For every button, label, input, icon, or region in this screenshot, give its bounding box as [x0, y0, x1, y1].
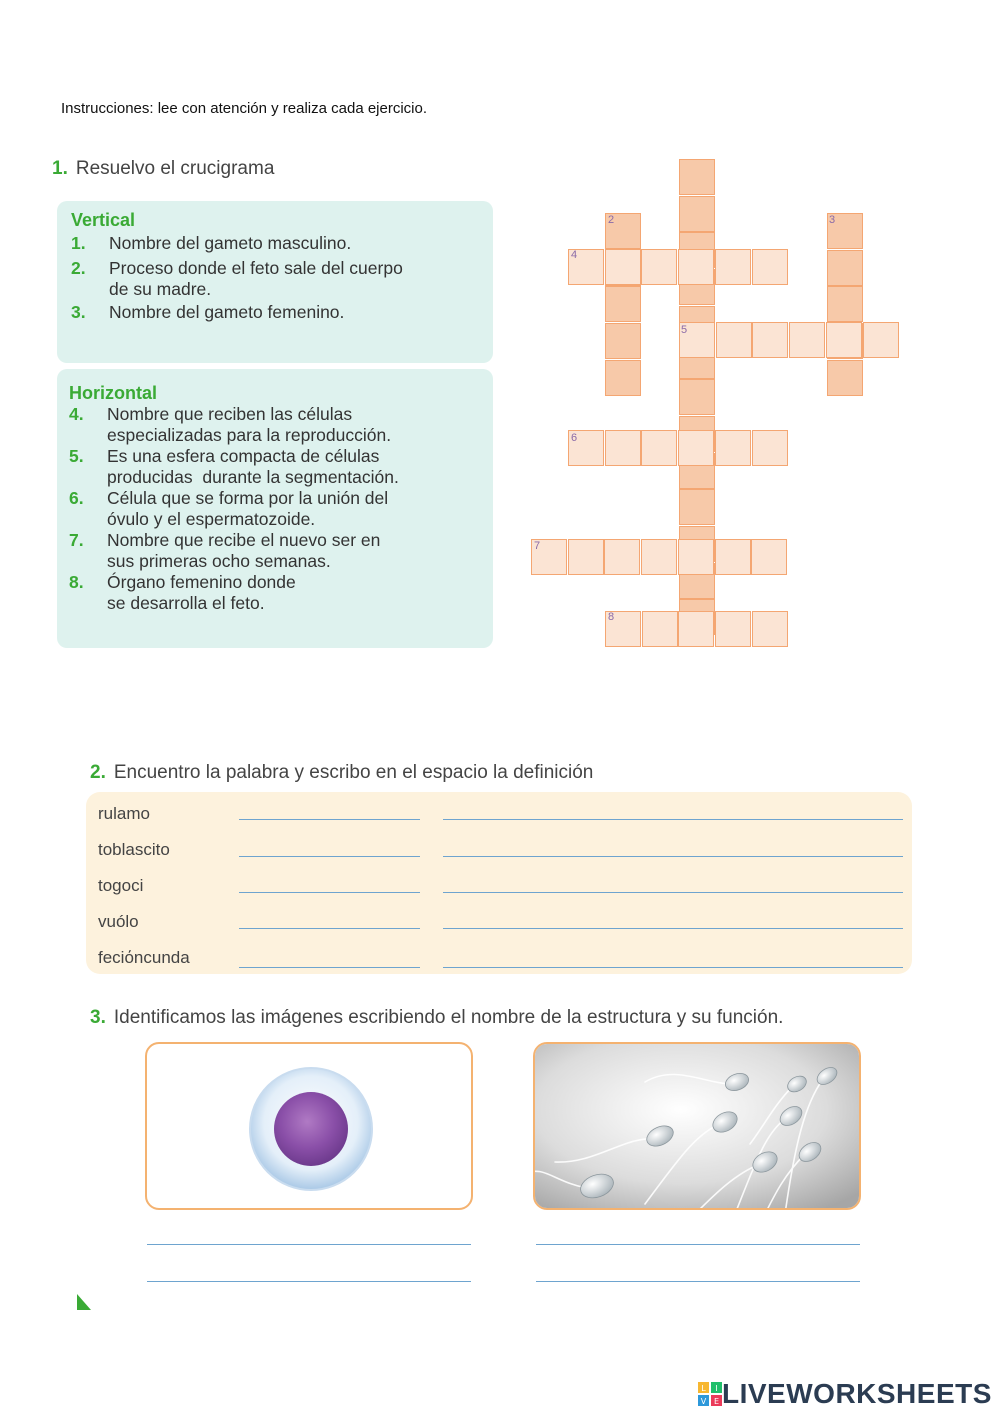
- crossword-cell-v3[interactable]: [827, 286, 863, 322]
- answer-word-line-1[interactable]: [239, 819, 420, 820]
- grid-number-6: 6: [571, 432, 578, 444]
- grid-number-5: 5: [681, 324, 688, 336]
- crossword-cell-h8[interactable]: [752, 611, 788, 647]
- vertical-heading: Vertical: [71, 210, 136, 230]
- crossword-cell-h6[interactable]: [715, 430, 751, 466]
- liveworksheets-logo: [698, 1378, 992, 1410]
- horizontal-heading: Horizontal: [69, 383, 157, 403]
- clue-text: Es una esfera compacta de células producidas durante la segmentación.: [107, 446, 399, 487]
- word-definition-box: [86, 792, 912, 974]
- ovum-image-frame: [145, 1042, 473, 1210]
- section-1-title-text: Resuelvo el crucigrama: [75, 158, 275, 179]
- scrambled-word-3: togoci: [98, 876, 144, 895]
- clue-text: Nombre que reciben las células especializadas para la reproducción.: [107, 404, 392, 445]
- clue-number: 5.: [69, 446, 84, 466]
- clue-text: Proceso donde el feto sale del cuerpo de su madre.: [109, 258, 403, 299]
- scrambled-word-5: feciόncunda: [98, 948, 190, 967]
- crossword-cell-h6[interactable]: [678, 430, 714, 466]
- crossword-cell-h7[interactable]: [568, 539, 604, 575]
- liveworksheets-badge-icon: [698, 1382, 722, 1406]
- grid-number-7: 7: [534, 540, 541, 552]
- grid-number-4: 4: [571, 249, 578, 261]
- crossword-cell-h7[interactable]: [751, 539, 787, 575]
- crossword-cell-h5[interactable]: [789, 322, 825, 358]
- clue-text: Nombre del gameto masculino.: [109, 233, 352, 253]
- crossword-cell-h5[interactable]: [716, 322, 752, 358]
- crossword-cell-h7[interactable]: [678, 539, 714, 575]
- crossword-cell-v1[interactable]: [679, 489, 715, 525]
- answer-word-line-2[interactable]: [239, 856, 420, 857]
- badge-letter: L: [701, 1384, 706, 1393]
- crossword-grid: [0, 0, 1000, 700]
- definition-line-2[interactable]: [443, 856, 903, 857]
- section-1-number: 1.: [52, 158, 68, 179]
- crossword-cell-h6[interactable]: [752, 430, 788, 466]
- clue-number: 6.: [69, 488, 84, 508]
- ovum-answer-line-1[interactable]: [147, 1244, 471, 1245]
- crossword-cell-h4[interactable]: [678, 249, 714, 285]
- ovum-answer-line-2[interactable]: [147, 1281, 471, 1282]
- section-3-number: 3.: [90, 1007, 106, 1028]
- sperm-cells-icon: [535, 1044, 859, 1208]
- clue-number: 3.: [71, 302, 86, 322]
- scrambled-word-4: vuólo: [98, 912, 139, 931]
- clue-text: Célula que se forma por la unión del óvulo y el espermatozoide.: [107, 488, 389, 529]
- crossword-cell-v1[interactable]: [679, 379, 715, 415]
- crossword-cell-h8[interactable]: [642, 611, 678, 647]
- crossword-cell-v3[interactable]: [827, 360, 863, 396]
- ovum-cell-icon: [147, 1044, 471, 1208]
- badge-letter: V: [700, 1397, 707, 1406]
- clue-number: 1.: [71, 233, 86, 253]
- clue-number: 8.: [69, 572, 84, 592]
- crossword-cell-h8[interactable]: [678, 611, 714, 647]
- sperm-answer-line-2[interactable]: [536, 1281, 860, 1282]
- grid-number-8: 8: [608, 611, 615, 623]
- scrambled-word-1: rulamo: [98, 804, 150, 823]
- crossword-cell-h4[interactable]: [752, 249, 788, 285]
- definition-line-5[interactable]: [443, 967, 903, 968]
- crossword-cell-h6[interactable]: [605, 430, 641, 466]
- clue-text: Órgano femenino donde se desarrolla el feto.: [107, 572, 296, 613]
- crossword-cell-h5[interactable]: [863, 322, 899, 358]
- crossword-cell-h8[interactable]: [715, 611, 751, 647]
- section-2-number: 2.: [90, 762, 106, 783]
- clue-number: 2.: [71, 258, 86, 278]
- badge-letter: I: [715, 1384, 718, 1393]
- clue-text: Nombre que recibe el nuevo ser en sus primeras ocho semanas.: [107, 530, 381, 571]
- crossword-cell-h7[interactable]: [604, 539, 640, 575]
- answer-word-line-3[interactable]: [239, 892, 420, 893]
- crossword-cell-h4[interactable]: [715, 249, 751, 285]
- sperm-image-frame: [533, 1042, 861, 1210]
- badge-letter: E: [713, 1397, 720, 1406]
- crossword-cell-h7[interactable]: [715, 539, 751, 575]
- instructions-text: Instrucciones: lee con atención y realiza cada ejercicio.: [61, 100, 428, 117]
- grid-number-2: 2: [608, 214, 615, 226]
- crossword-cell-h4[interactable]: [605, 249, 641, 285]
- definition-line-1[interactable]: [443, 819, 903, 820]
- section-2-title-text: Encuentro la palabra y escribo en el espacio la definición: [113, 762, 594, 783]
- section-3-title-text: Identificamos las imágenes escribiendo el nombre de la estructura y su función.: [113, 1007, 784, 1028]
- crossword-cell-v2[interactable]: [605, 286, 641, 322]
- logo-text: LIVEWORKSHEETS: [722, 1378, 992, 1409]
- crossword-cell-h5[interactable]: [752, 322, 788, 358]
- crossword-cell-v1[interactable]: [679, 196, 715, 232]
- crossword-cell-v1[interactable]: [679, 159, 715, 195]
- clue-text: Nombre del gameto femenino.: [109, 302, 345, 322]
- grid-number-3: 3: [829, 214, 836, 226]
- crossword-cell-h5[interactable]: [826, 322, 862, 358]
- crossword-cell-v3[interactable]: [827, 250, 863, 286]
- section-3-title: [90, 1007, 783, 1029]
- clue-number: 7.: [69, 530, 84, 550]
- crossword-cell-h6[interactable]: [641, 430, 677, 466]
- definition-line-4[interactable]: [443, 928, 903, 929]
- crossword-cell-v2[interactable]: [605, 360, 641, 396]
- corner-triangle-icon: [77, 1294, 91, 1310]
- section-2-title: [90, 762, 593, 784]
- answer-word-line-4[interactable]: [239, 928, 420, 929]
- scrambled-word-2: toblascito: [98, 840, 170, 859]
- definition-line-3[interactable]: [443, 892, 903, 893]
- sperm-answer-line-1[interactable]: [536, 1244, 860, 1245]
- crossword-cell-h4[interactable]: [641, 249, 677, 285]
- answer-word-line-5[interactable]: [239, 967, 420, 968]
- clue-number: 4.: [69, 404, 84, 424]
- crossword-cell-h7[interactable]: [641, 539, 677, 575]
- crossword-cell-v2[interactable]: [605, 323, 641, 359]
